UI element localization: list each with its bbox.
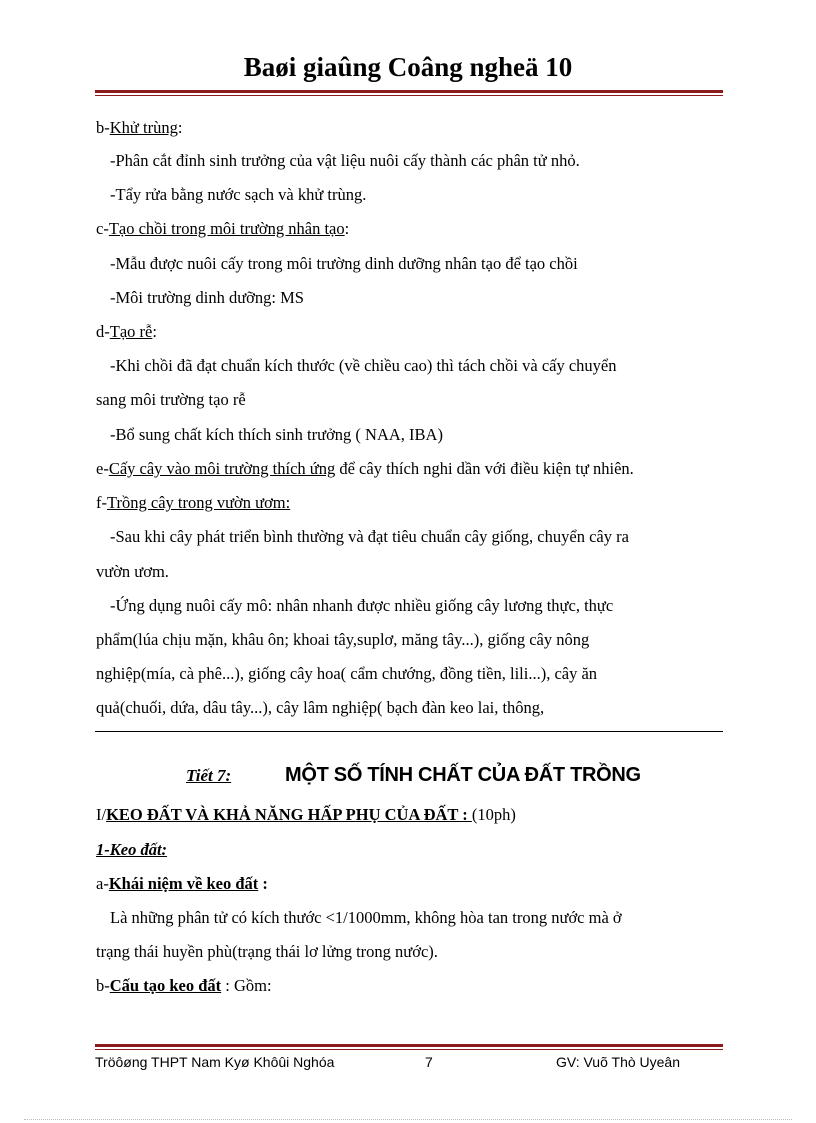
subheading-text: 1-Keo đất: (96, 840, 168, 859)
paragraph-line: -Mẫu được nuôi cấy trong môi trường dinh dưỡng nhân tạo để tạo chồi (110, 254, 578, 273)
lesson-label-text: Tiết 7: (186, 766, 232, 785)
heading-text: Tạo rễ (109, 322, 153, 341)
paragraph-line: sang môi trường tạo rễ (96, 390, 246, 409)
heading-prefix: b- (96, 976, 110, 995)
heading-b-cau-tao (96, 976, 272, 996)
paragraph-line: -Phân cắt đỉnh sinh trưởng của vật liệu nuôi cấy thành các phân tử nhỏ. (110, 151, 580, 170)
heading-colon: : (344, 219, 350, 238)
heading-e-cay-cay (96, 459, 634, 479)
heading-text: Trồng cây trong vườn ươm: (107, 493, 291, 512)
section-heading-keo-dat (96, 805, 516, 825)
heading-prefix: e- (96, 459, 109, 478)
heading-prefix: d- (96, 322, 110, 341)
heading-text: Tạo chồi trong môi trường nhân tạo (108, 219, 345, 238)
footer-rule-thin (95, 1049, 723, 1050)
heading-colon: : (258, 874, 268, 893)
heading-text: Cấy cây vào môi trường thích ứng (108, 459, 336, 478)
heading-colon: : (177, 118, 183, 137)
footer-teacher: GV: Vuõ Thò Uyeân (556, 1054, 680, 1070)
heading-prefix: b- (96, 118, 110, 137)
heading-rest: để cây thích nghi dần với điều kiện tự nhiên. (335, 459, 634, 478)
paragraph-line: Là những phân tử có kích thước <1/1000mm, không hòa tan trong nước mà ở (110, 908, 622, 927)
header-rule-thick (95, 90, 723, 93)
paragraph-line: -Tẩy rửa bằng nước sạch và khử trùng. (110, 185, 367, 204)
section-heading-text: KEO ĐẤT VÀ KHẢ NĂNG HẤP PHỤ CỦA ĐẤT : (106, 805, 472, 824)
heading-text: Cấu tạo keo đất (109, 976, 222, 995)
paragraph-line: vườn ươm. (96, 562, 169, 581)
paragraph-line: -Ứng dụng nuôi cấy mô: nhân nhanh được nhiều giống cây lương thực, thực (110, 596, 614, 615)
heading-b-khu-trung (96, 118, 182, 138)
heading-d-tao-re (96, 322, 157, 342)
paragraph-line: -Môi trường dinh dưỡng: MS (110, 288, 304, 307)
lesson-label (186, 766, 231, 786)
page-bottom-dotted-border (24, 1119, 792, 1120)
section-time: (10ph) (471, 805, 516, 824)
paragraph-line: quả(chuối, dứa, dâu tây...), cây lâm nghiệp( bạch đàn keo lai, thông, (96, 698, 545, 717)
footer-page-number: 7 (425, 1054, 433, 1070)
heading-f-trong-cay (96, 493, 290, 513)
section-divider (95, 731, 723, 732)
paragraph-line: -Bổ sung chất kích thích sinh trưởng ( NAA, IBA) (110, 425, 443, 444)
heading-c-tao-choi (96, 219, 349, 239)
heading-prefix: f- (96, 493, 107, 512)
footer-rule-thick (95, 1044, 723, 1047)
heading-a-khai-niem (96, 874, 268, 894)
footer-school: Tröôøng THPT Nam Kyø Khôûi Nghóa (95, 1054, 335, 1070)
paragraph-line: phẩm(lúa chịu mặn, khâu ôn; khoai tây,suplơ, măng tây...), giống cây nông (96, 630, 590, 649)
heading-prefix: c- (96, 219, 109, 238)
heading-text: Khái niệm về keo đất (108, 874, 259, 893)
heading-rest: : Gồm: (221, 976, 272, 995)
paragraph-line: -Sau khi cây phát triển bình thường và đạt tiêu chuẩn cây giống, chuyển cây ra (110, 527, 629, 546)
heading-prefix: a- (96, 874, 109, 893)
heading-colon: : (152, 322, 157, 341)
subheading-keo-dat (96, 840, 167, 860)
section-prefix: I/ (96, 805, 107, 824)
page-header-title: Baøi giaûng Coâng ngheä 10 (243, 52, 573, 82)
header-rule-thin (95, 95, 723, 96)
paragraph-line: -Khi chồi đã đạt chuẩn kích thước (về chiều cao) thì tách chồi và cấy chuyển (110, 356, 617, 375)
paragraph-line: nghiệp(mía, cà phê...), giống cây hoa( cẩm chướng, đồng tiền, lili...), cây ăn (96, 664, 598, 683)
paragraph-line: trạng thái huyền phù(trạng thái lơ lửng trong nước). (96, 942, 438, 961)
heading-text: Khử trùng (109, 118, 178, 137)
lesson-title: MỘT SỐ TÍNH CHẤT CỦA ĐẤT TRỒNG (285, 764, 641, 786)
